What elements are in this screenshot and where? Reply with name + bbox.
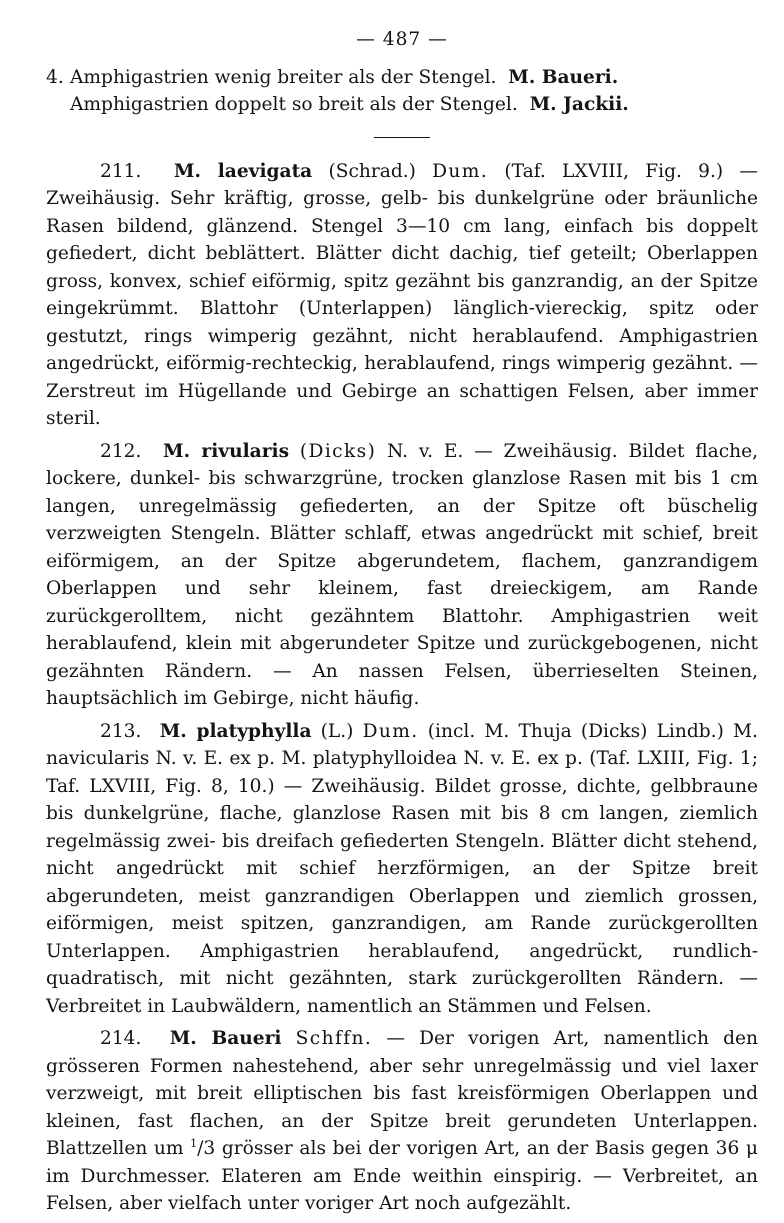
species-description: — Der vorigen Art, namentlich den grösseren Formen nahestehend, aber sehr unregelmässig und viel laxer verzweigt, mit breit elliptischen bis fast kreisförmigen Oberlappen und kleinen, fast flachen, an der Spitze breit gerundeten Unterlappen. Blattzellen um: [46, 1028, 758, 1159]
key-number: [46, 91, 70, 119]
key-text: Amphigastrien doppelt so breit als der Stengel.: [70, 94, 518, 115]
species-authority: Dum.: [362, 720, 419, 742]
key-taxon: M. Baueri.: [508, 66, 619, 88]
species-name: M. Baueri: [169, 1028, 282, 1049]
species-description: (incl. M. Thuja (Dicks) Lindb.) M. navicularis N. v. E. ex p. M. platyphylloidea N. v. E. ex p. (Taf. LXIII, Fig. 1; Taf. LXVIII, Fig. 8, 10.) — Zweihäusig. Bildet grosse, dichte, gelbbraune bis dunkelgrüne, flache, glanzlose Rasen mit bis 8 cm langen, ziemlich regelmässig zwei- bis dreifach gefiederten Stengeln. Blätter dicht stehend, nicht angedrückt mit schief herzförmigen, an der Spitze breit abgerundeten, meist ganzrandigen Oberlappen und ziemlich grossen, eiförmigen, meist spitzen, ganzrandigen, am Rande zurückgerollten Unterlappen. Amphigastrien herablaufend, angedrückt, rundlich-quadratisch, mit nicht gezähnten, stark zurückgerollten Rändern. — Verbreitet in Laubwäldern, namentlich an Stämmen und Felsen.: [46, 720, 758, 1017]
species-entry-214: [46, 1025, 758, 1218]
species-description: (Taf. LXVIII, Fig. 9.) — Zweihäusig. Sehr kräftig, grosse, gelb- bis dunkelgrüne oder bräunliche Rasen bildend, glänzend. Stengel 3—10 cm lang, einfach bis doppelt gefiedert, dicht beblättert. Blätter dicht dachig, tief geteilt; Oberlappen gross, konvex, schief eiförmig, spitz gezähnt bis ganzrandig, an der Spitze eingekrümmt. Blattohr (Unterlappen) länglich-viereckig, spitz oder gestutzt, rings wimperig gezähnt, nicht herablaufend. Amphigastrien angedrückt, eiförmig-rechteckig, herablaufend, rings wimperig gezähnt. — Zerstreut im Hügellande und Gebirge an schattigen Felsen, aber immer steril.: [46, 160, 758, 429]
species-authority: (Dicks): [299, 440, 377, 462]
key-line: [46, 91, 758, 119]
species-description-cont: grösser als bei der vorigen Art, an der Basis gegen 36 μ im Durchmesser. Elateren am Ende weithin einspirig. — Verbreitet, an Felsen, aber vielfach unter voriger Art noch aufgezählt.: [46, 1138, 758, 1214]
species-name: M. rivularis: [163, 440, 290, 462]
species-name: M. laevigata: [173, 160, 313, 182]
species-authority: Dum.: [432, 160, 489, 182]
species-name: M. platyphylla: [159, 720, 312, 742]
book-page: [46, 26, 758, 1223]
key-taxon: M. Jackii.: [529, 94, 629, 115]
species-entry-211: [46, 158, 758, 433]
key-text: Amphigastrien wenig breiter als der Stengel.: [70, 66, 497, 88]
fraction-numerator: 1: [190, 1136, 198, 1150]
key-number: 4.: [46, 66, 64, 88]
key-line: [46, 64, 758, 92]
species-authority: Schffn.: [295, 1028, 373, 1049]
species-author: (Schrad.): [328, 160, 416, 182]
species-description: N. v. E. — Zweihäusig. Bildet flache, lockere, dunkel- bis schwarzgrüne, trocken glanzlose Rasen mit bis 1 cm langen, unregelmässig gefiederten, an der Spitze oft büschelig verzweigten Stengeln. Blätter schlaff, etwas angedrückt mit schief, breit eiförmigem, an der Spitze abgerundetem, flachem, ganzrandigem Oberlappen und sehr kleinem, fast dreieckigem, am Rande zurückgerolltem, nicht gezähntem Blattohr. Amphigastrien weit herablaufend, klein mit abgerundeter Spitze und zurückgebogenen, nicht gezähnten Rändern. — An nassen Felsen, überrieselten Steinen, hauptsächlich im Gebirge, nicht häufig.: [46, 440, 758, 709]
page-number: — 487 —: [356, 29, 448, 50]
entry-number: 212.: [100, 440, 142, 462]
fraction-denominator: /3: [197, 1138, 216, 1159]
entry-number: 213.: [100, 720, 142, 742]
entry-number: 211.: [100, 160, 142, 182]
identification-key: [46, 64, 758, 119]
species-author: (L.): [320, 720, 354, 742]
entry-number: 214.: [100, 1028, 142, 1049]
species-entry-213: [46, 718, 758, 1021]
section-divider: [374, 137, 430, 138]
species-entry-212: [46, 438, 758, 713]
